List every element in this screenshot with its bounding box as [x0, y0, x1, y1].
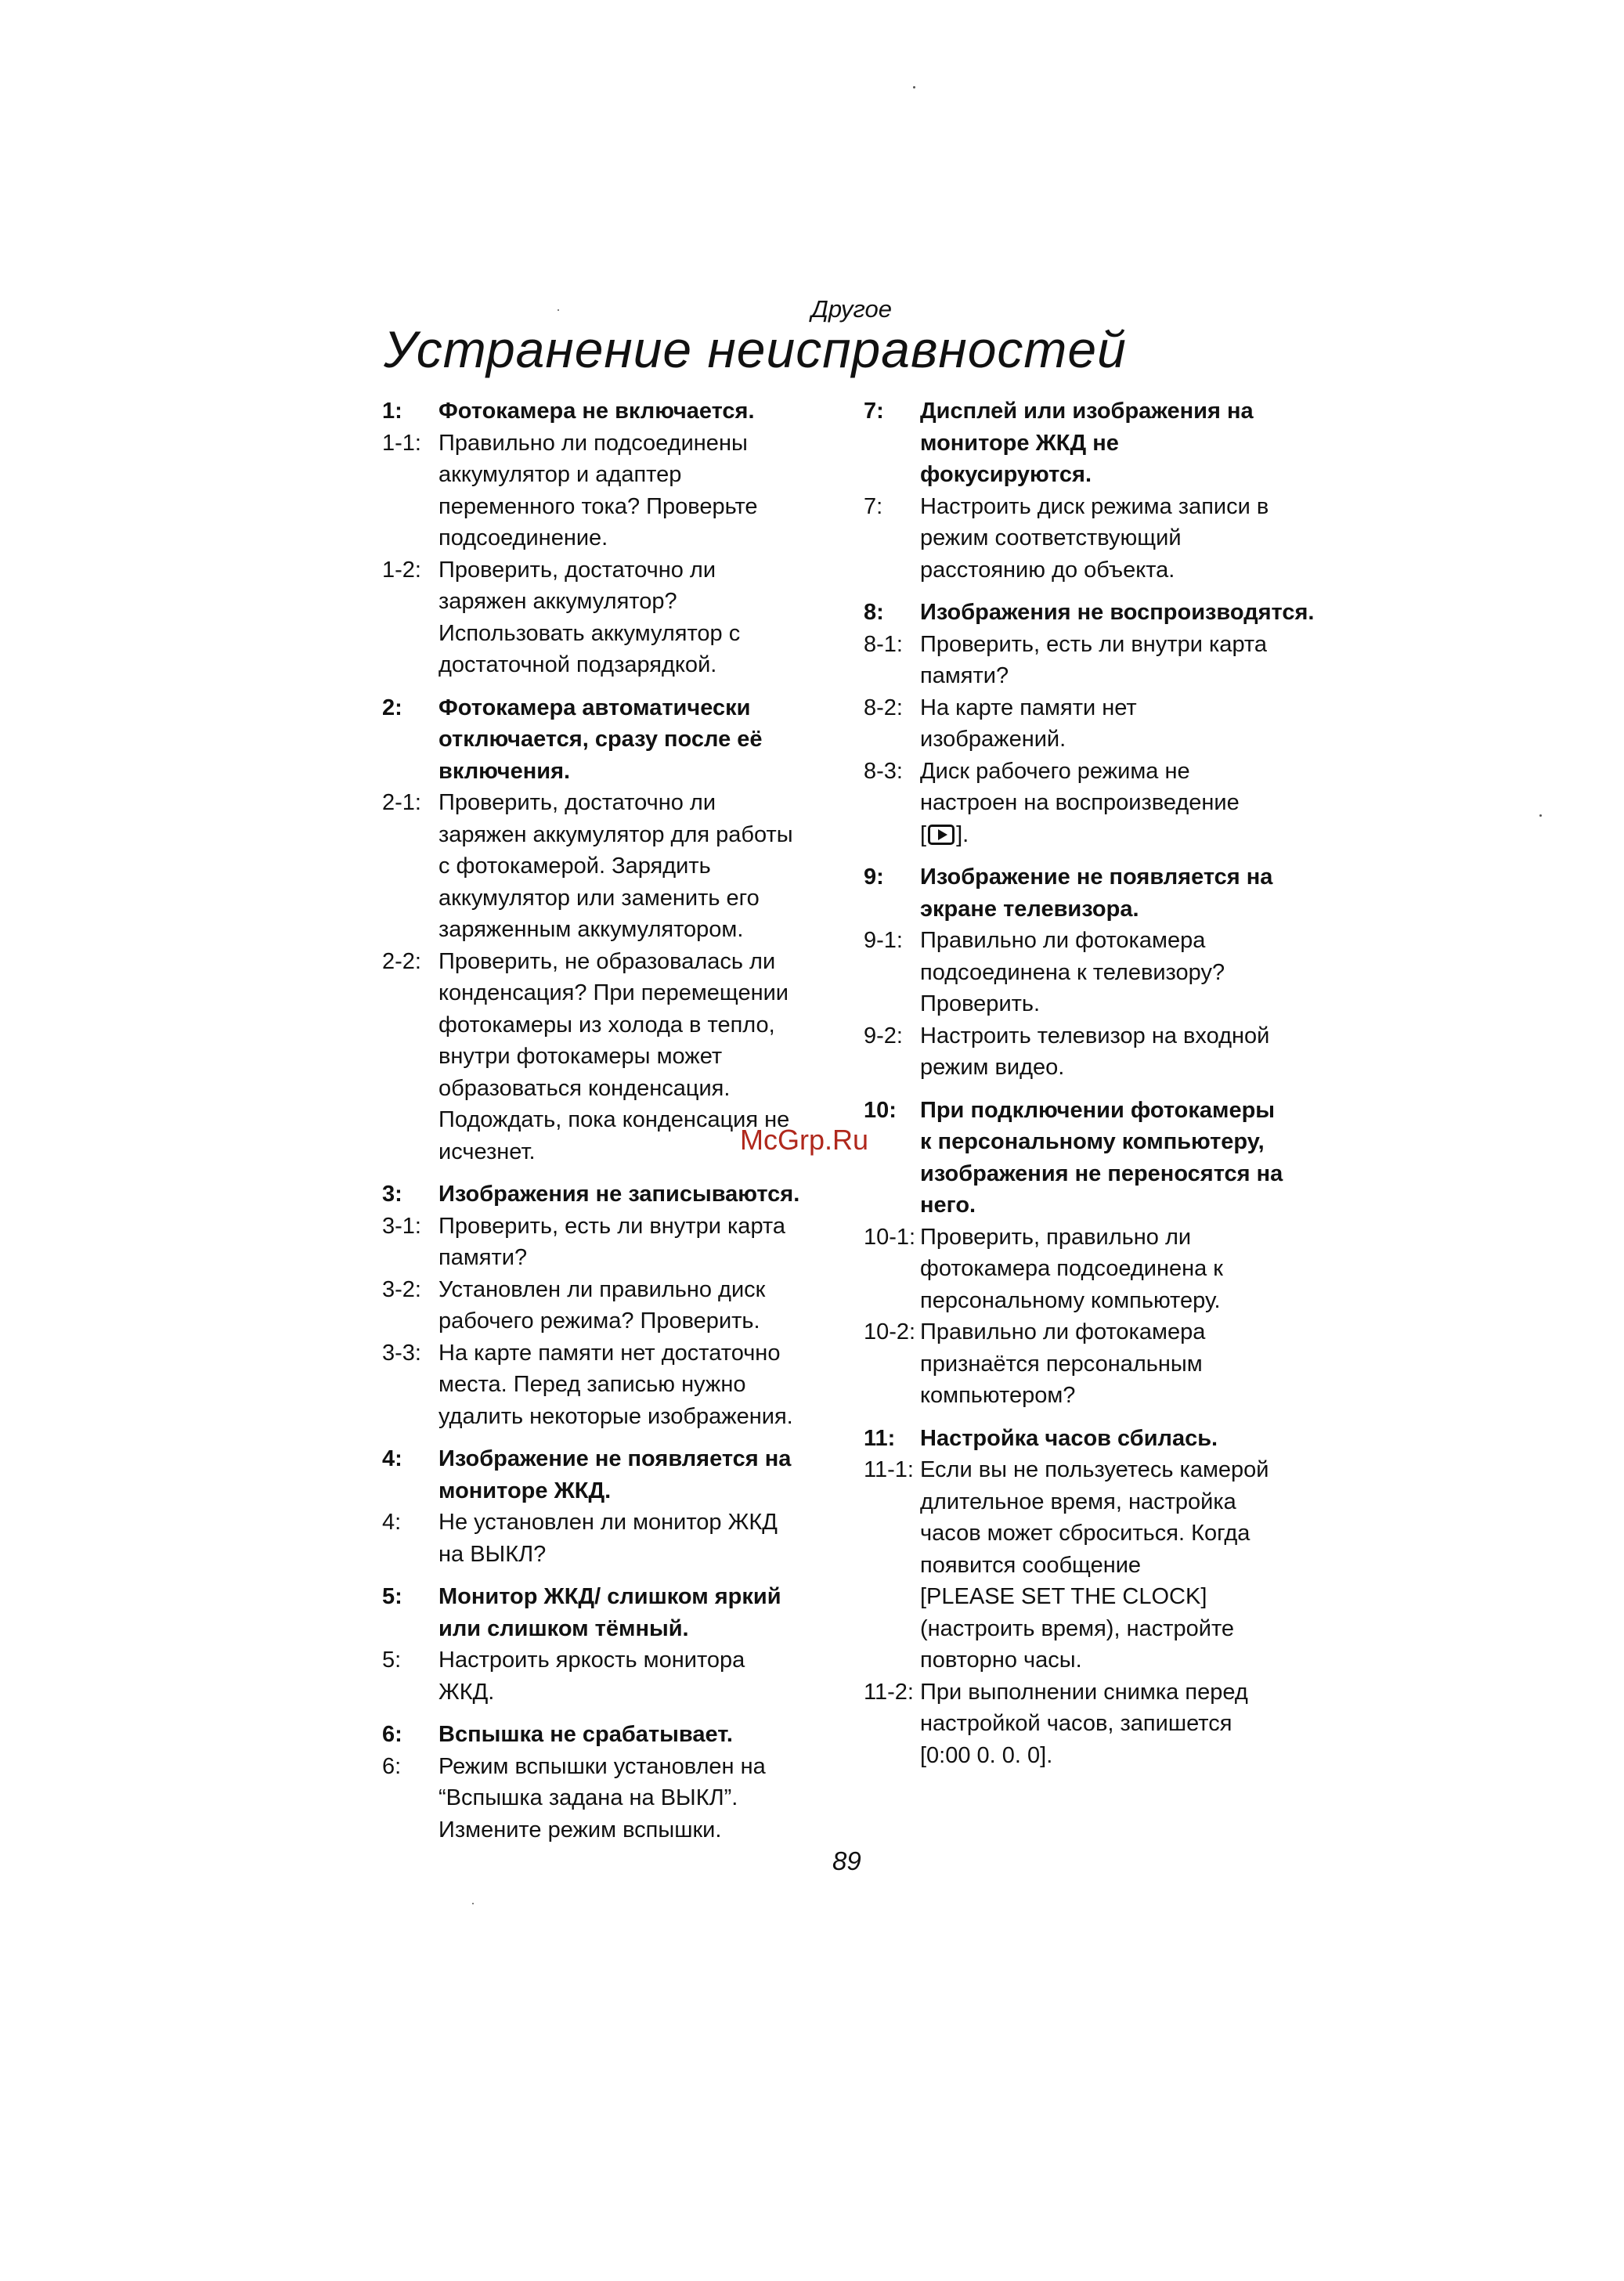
item-number: 3-2:: [382, 1276, 421, 1302]
section-number: 7:: [864, 399, 884, 424]
item-number: 3-3:: [382, 1340, 421, 1366]
play-icon: [928, 825, 955, 845]
item-text: При выполнении снимка перед настройкой часов, запишется [0:00 0. 0. 0].: [920, 1679, 1248, 1768]
item-text-with-icon: [920, 756, 1333, 851]
troubleshoot-section: [864, 861, 1333, 1084]
section-heading: Фотокамера не включается.: [438, 399, 755, 424]
item-number: 10-1:: [864, 1224, 916, 1250]
item-number: 4:: [382, 1510, 402, 1535]
item-text: Проверить, есть ли внутри карта памяти?: [920, 631, 1268, 688]
item-text: Проверить, есть ли внутри карта памяти?: [438, 1213, 786, 1270]
item-text: На карте памяти нет изображений.: [920, 695, 1137, 752]
item-text: Установлен ли правильно диск рабочего режима? Проверить.: [438, 1276, 766, 1334]
item-number: 3-1:: [382, 1213, 421, 1239]
section-heading: Настройка часов сбилась.: [920, 1425, 1218, 1451]
section-heading: Изображение не появляется на экране телевизора.: [920, 864, 1273, 922]
item-number: 6:: [382, 1753, 402, 1779]
troubleshoot-section: [864, 395, 1333, 586]
item-text: Не установлен ли монитор ЖКД на ВЫКЛ?: [438, 1510, 778, 1567]
item-number: 1-2:: [382, 557, 421, 583]
item-text: Режим вспышки установлен на “Вспышка задана на ВЫКЛ”. Измените режим вспышки.: [438, 1753, 766, 1842]
section-heading: Монитор ЖКД/ слишком яркий или слишком тёмный.: [438, 1584, 781, 1641]
item-number: 8-1:: [864, 631, 903, 657]
item-number: 2-1:: [382, 790, 421, 815]
section-number: 3:: [382, 1182, 402, 1207]
section-heading: Вспышка не срабатывает.: [438, 1722, 733, 1747]
icon-bracket-close: ].: [956, 821, 969, 847]
troubleshoot-section: [382, 1178, 852, 1432]
section-label: Другое: [811, 295, 892, 323]
scan-speck: [913, 86, 915, 88]
scan-speck: [1539, 814, 1542, 817]
item-number: 11-2:: [864, 1679, 914, 1705]
icon-bracket-open: [: [920, 821, 927, 847]
troubleshoot-section: [382, 1443, 852, 1570]
section-number: 4:: [382, 1446, 402, 1471]
section-number: 6:: [382, 1722, 402, 1747]
item-number: 8-2:: [864, 695, 903, 720]
item-text: Правильно ли подсоединены аккумулятор и адаптер переменного тока? Проверьте подсоединение.: [438, 430, 758, 550]
section-number: 5:: [382, 1584, 402, 1609]
item-text: На карте памяти нет достаточно места. Перед записью нужно удалить некоторые изображения.: [438, 1340, 793, 1429]
item-text: Проверить, правильно ли фотокамера подсоединена к персональному компьютеру.: [920, 1224, 1223, 1313]
item-text: Настроить яркость монитора ЖКД.: [438, 1648, 745, 1705]
item-number: 7:: [864, 493, 883, 519]
item-text: Настроить телевизор на входной режим видео.: [920, 1023, 1270, 1080]
page-number: 89: [832, 1846, 861, 1875]
item-text: Правильно ли фотокамера подсоединена к телевизору? Проверить.: [920, 928, 1225, 1016]
item-text: Проверить, не образовалась ли конденсация? При перемещении фотокамеры из холода в тепло, внутри фотокамеры может образоваться конденсация. Подождать, пока конденсация не исчезнет.: [438, 948, 790, 1164]
troubleshoot-section: [382, 692, 852, 1168]
troubleshoot-section: [382, 1581, 852, 1708]
item-number: 2-2:: [382, 948, 421, 974]
item-text: Проверить, достаточно ли заряжен аккумулятор? Использовать аккумулятор с достаточной подзарядкой.: [438, 557, 741, 677]
section-heading: Изображения не записываются.: [438, 1182, 800, 1207]
section-heading: Фотокамера автоматически отключается, сразу после её включения.: [438, 695, 763, 784]
item-text: Если вы не пользуетесь камерой длительное время, настройка часов может сброситься. Когда появится сообщение [PLEASE SET THE CLOCK] (настроить время), настройте повторно часы.: [920, 1457, 1269, 1673]
page-title: Устранение неисправностей: [384, 320, 1127, 378]
troubleshoot-section: [864, 1423, 1333, 1772]
section-number: 10:: [864, 1097, 897, 1123]
section-number: 11:: [864, 1425, 896, 1451]
item-text: Настроить диск режима записи в режим соответствующий расстоянию до объекта.: [920, 493, 1269, 583]
item-text: Диск рабочего режима не настроен на воспроизведение: [920, 758, 1240, 815]
section-number: 2:: [382, 695, 402, 720]
section-number: 1:: [382, 399, 402, 424]
item-text: Правильно ли фотокамера признаётся персональным компьютером?: [920, 1319, 1206, 1408]
section-heading: Дисплей или изображения на мониторе ЖКД не фокусируются.: [920, 399, 1254, 487]
item-number: 11-1:: [864, 1457, 914, 1482]
section-heading: Изображение не появляется на мониторе ЖКД.: [438, 1446, 792, 1503]
item-number: 5:: [382, 1648, 402, 1673]
item-number: 8-3:: [864, 758, 903, 784]
section-heading: Изображения не воспроизводятся.: [920, 600, 1315, 625]
section-number: 8:: [864, 600, 884, 625]
item-number: 9-1:: [864, 928, 903, 953]
item-number: 1-1:: [382, 430, 421, 456]
troubleshoot-section: [864, 1095, 1333, 1412]
scan-speck: [472, 1903, 474, 1904]
item-number: 9-2:: [864, 1023, 903, 1048]
watermark: McGrp.Ru: [740, 1124, 869, 1156]
scan-speck: [558, 309, 559, 311]
item-number: 10-2:: [864, 1319, 916, 1344]
right-column: [864, 395, 1333, 1782]
section-number: 9:: [864, 864, 884, 890]
troubleshoot-section: [864, 597, 1333, 850]
troubleshoot-section: [382, 1719, 852, 1846]
item-text: Проверить, достаточно ли заряжен аккумулятор для работы с фотокамерой. Зарядить аккумулятор или заменить его заряженным аккумулятором.: [438, 790, 793, 942]
troubleshoot-section: [382, 395, 852, 681]
section-heading: При подключении фотокамеры к персональному компьютеру, изображения не переносятся на него.: [920, 1097, 1283, 1218]
